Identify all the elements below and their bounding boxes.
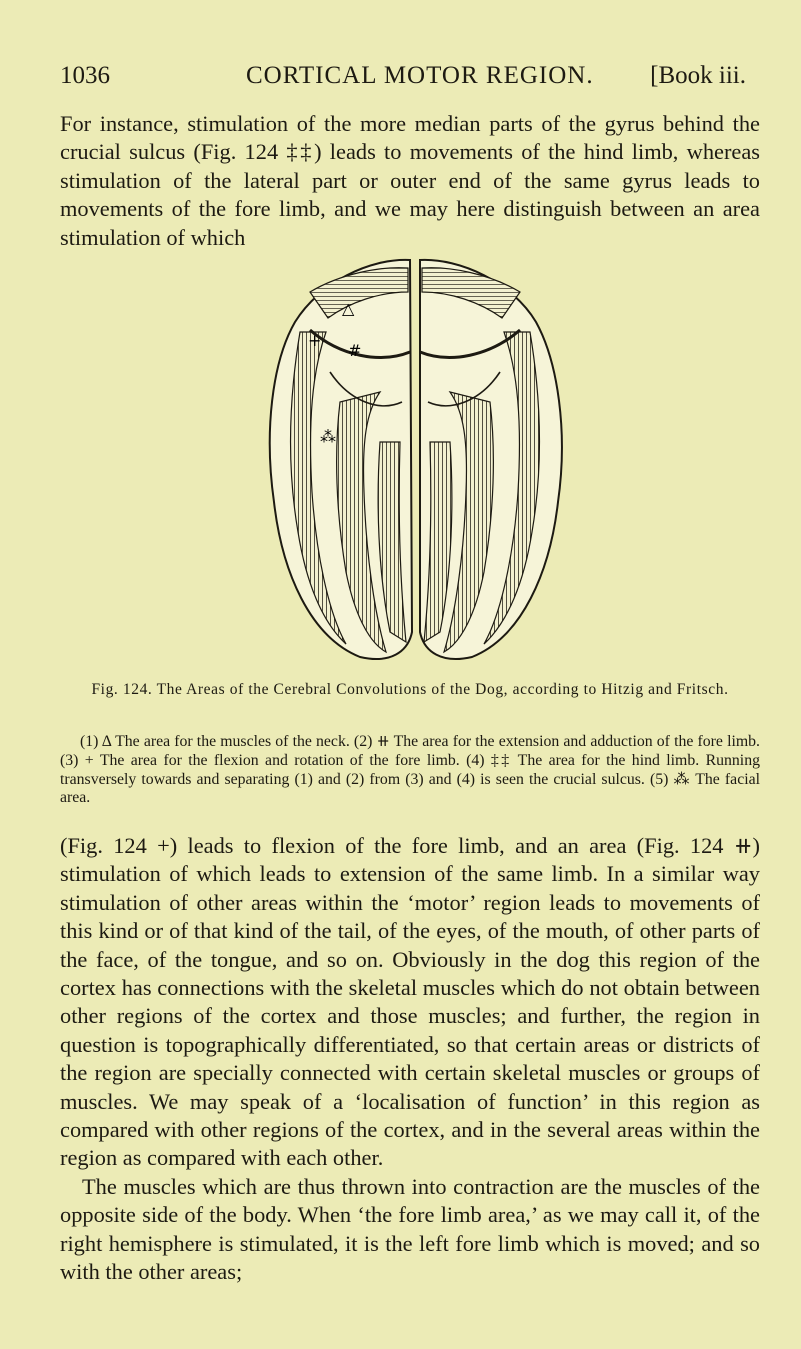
dog-brain-illustration (250, 252, 580, 664)
running-title: CORTICAL MOTOR REGION. (246, 62, 594, 89)
neck-area-label: △ (342, 299, 355, 318)
extension-area-label: + (308, 331, 322, 350)
paragraph-2: (Fig. 124 +) leads to flexion of the fore limb, and an area (Fig. 124 ⧺) stimulation of which leads to extension of the same limb. In a similar way stimulation of other areas within the ‘motor’ region leads to movements of this kind or of that kind of the tail, of the eyes, of the mouth, of other parts of the face, of the tongue, and so on. Obviously in the dog this region of the cortex has connections with the skeletal muscles which do not obtain between other regions of the cortex and those muscles; and further, the region in question is topographically differentiated, so that certain areas or districts of the region are specially connected with certain skeletal muscles or groups of muscles. We may speak of a ‘localisation of function’ in this region as compared with other regions of the cortex, and in the several areas within the region as compared with each other. (60, 833, 760, 1171)
book-label: [Book iii. (650, 62, 746, 89)
brain-figure (250, 252, 580, 664)
paragraph-1: For instance, stimulation of the more median parts of the gyrus behind the crucial sulcus (Fig. 124 ‡‡) leads to movements of the hind limb, whereas stimulation of the lateral part or outer end of the same gyrus leads to movements of the fore limb, and we may here distinguish between an area stimulation of which (60, 111, 760, 250)
running-header (60, 62, 760, 98)
figure-caption-title: Fig. 124. The Areas of the Cerebral Convolutions of the Dog, according to Hitzig and Fritsch. (91, 681, 729, 698)
paragraph-3: The muscles which are thus thrown into contraction are the muscles of the opposite side of the body. When ‘the fore limb area,’ as we may call it, of the right hemisphere is stimulated, it is the left fore limb which is moved; and so with the other areas; (60, 1173, 760, 1285)
facial-area-label: ⁂ (320, 427, 336, 446)
flexion-area-label: # (348, 341, 362, 360)
body-text (60, 832, 760, 1287)
page-number: 1036 (60, 62, 110, 89)
figure-caption-body: (1) Δ The area for the muscles of the neck. (2) ⧺ The area for the extension and adduction of the fore limb. (3) + The area for the flexion and rotation of the fore limb. (4) ‡‡ The area for the hind limb. Running transversely towards and separating (1) and (2) from (3) and (4) is seen the crucial sulcus. (5) ⁂ The facial area. (60, 733, 760, 807)
book-page (60, 0, 760, 1349)
